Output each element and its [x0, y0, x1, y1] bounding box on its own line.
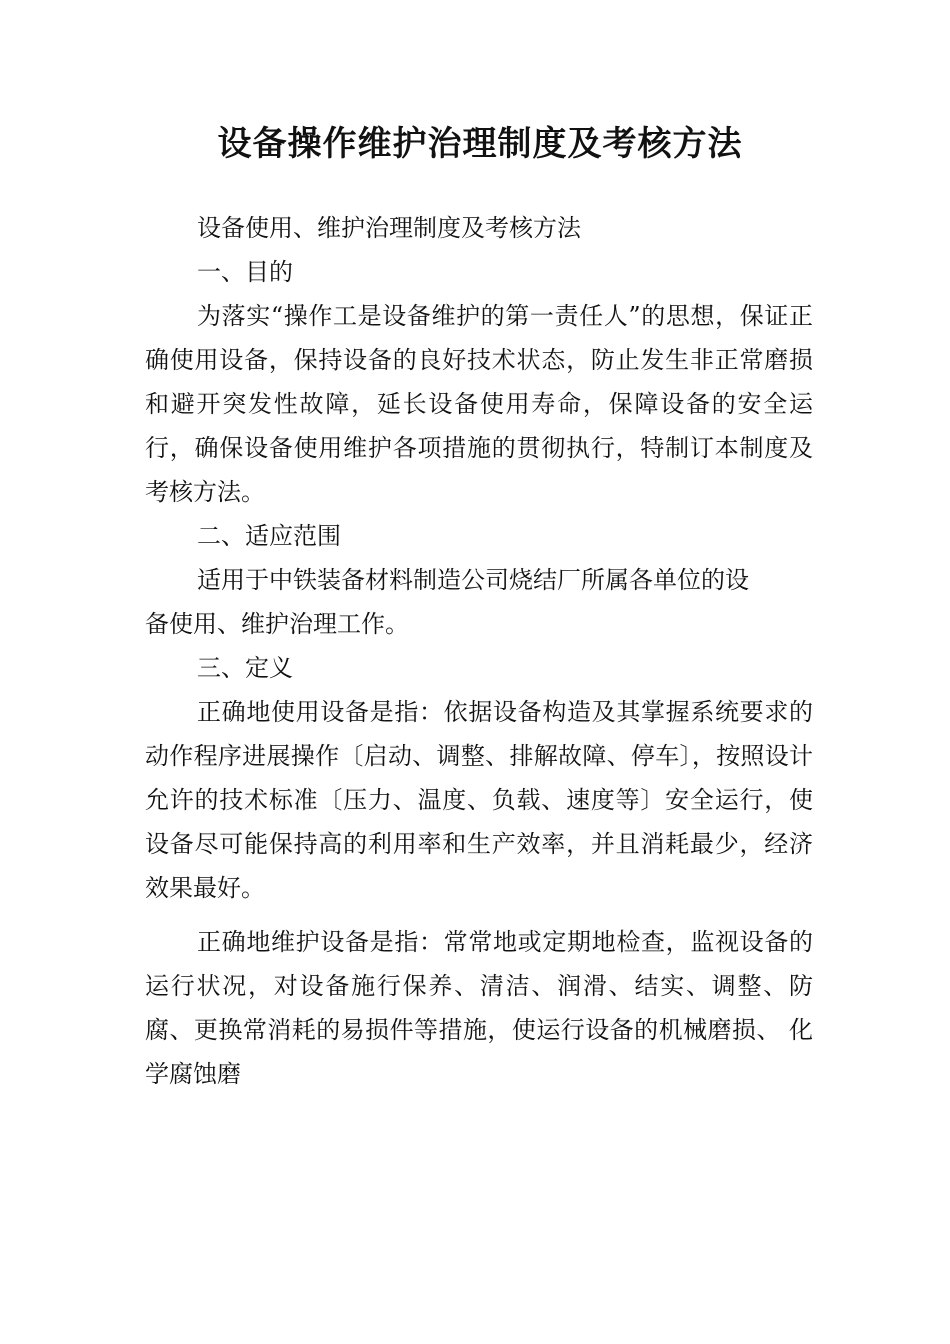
- section-2-body: 适用于中铁装备材料制造公司烧结厂所属各单位的设 备使用、维护治理工作。: [145, 566, 749, 638]
- section-3-paragraph-1: 正确地使用设备是指：依据设备构造及其掌握系统要求的动作程序进展操作〔启动、调整、排解故障、停车〕，按照设计允许的技术标准〔压力、温度、负载、速度等〕安全运行，使设备尽可能保持高的利用率和生产效率，并且消耗最少，经济效果最好。: [145, 698, 813, 902]
- document-page: [145, 118, 813, 1096]
- section-1-body: 为落实“操作工是设备维护的第一责任人”的思想，保证正确使用设备，保持设备的良好技术状态，防止发生非正常磨损和避开突发性故障，延长设备使用寿命，保障设备的安全运行，确保设备使用维护各项措施的贯彻执行，特制订本制度及考核方法。: [145, 302, 813, 506]
- document-subtitle: 设备使用、维护治理制度及考核方法: [197, 214, 581, 242]
- section-3-heading: 三、定义: [197, 654, 293, 682]
- document-title: 设备操作维护治理制度及考核方法: [217, 124, 743, 164]
- section-3-paragraph-2: 正确地维护设备是指：常常地或定期地检查，监视设备的运行状况，对设备施行保养、清洁、润滑、结实、调整、防腐、更换常消耗的易损件等措施，使运行设备的机械磨损、 化学腐蚀磨: [145, 928, 813, 1088]
- section-1-heading: 一、目的: [197, 258, 293, 286]
- section-2-heading: 二、适应范围: [197, 522, 341, 550]
